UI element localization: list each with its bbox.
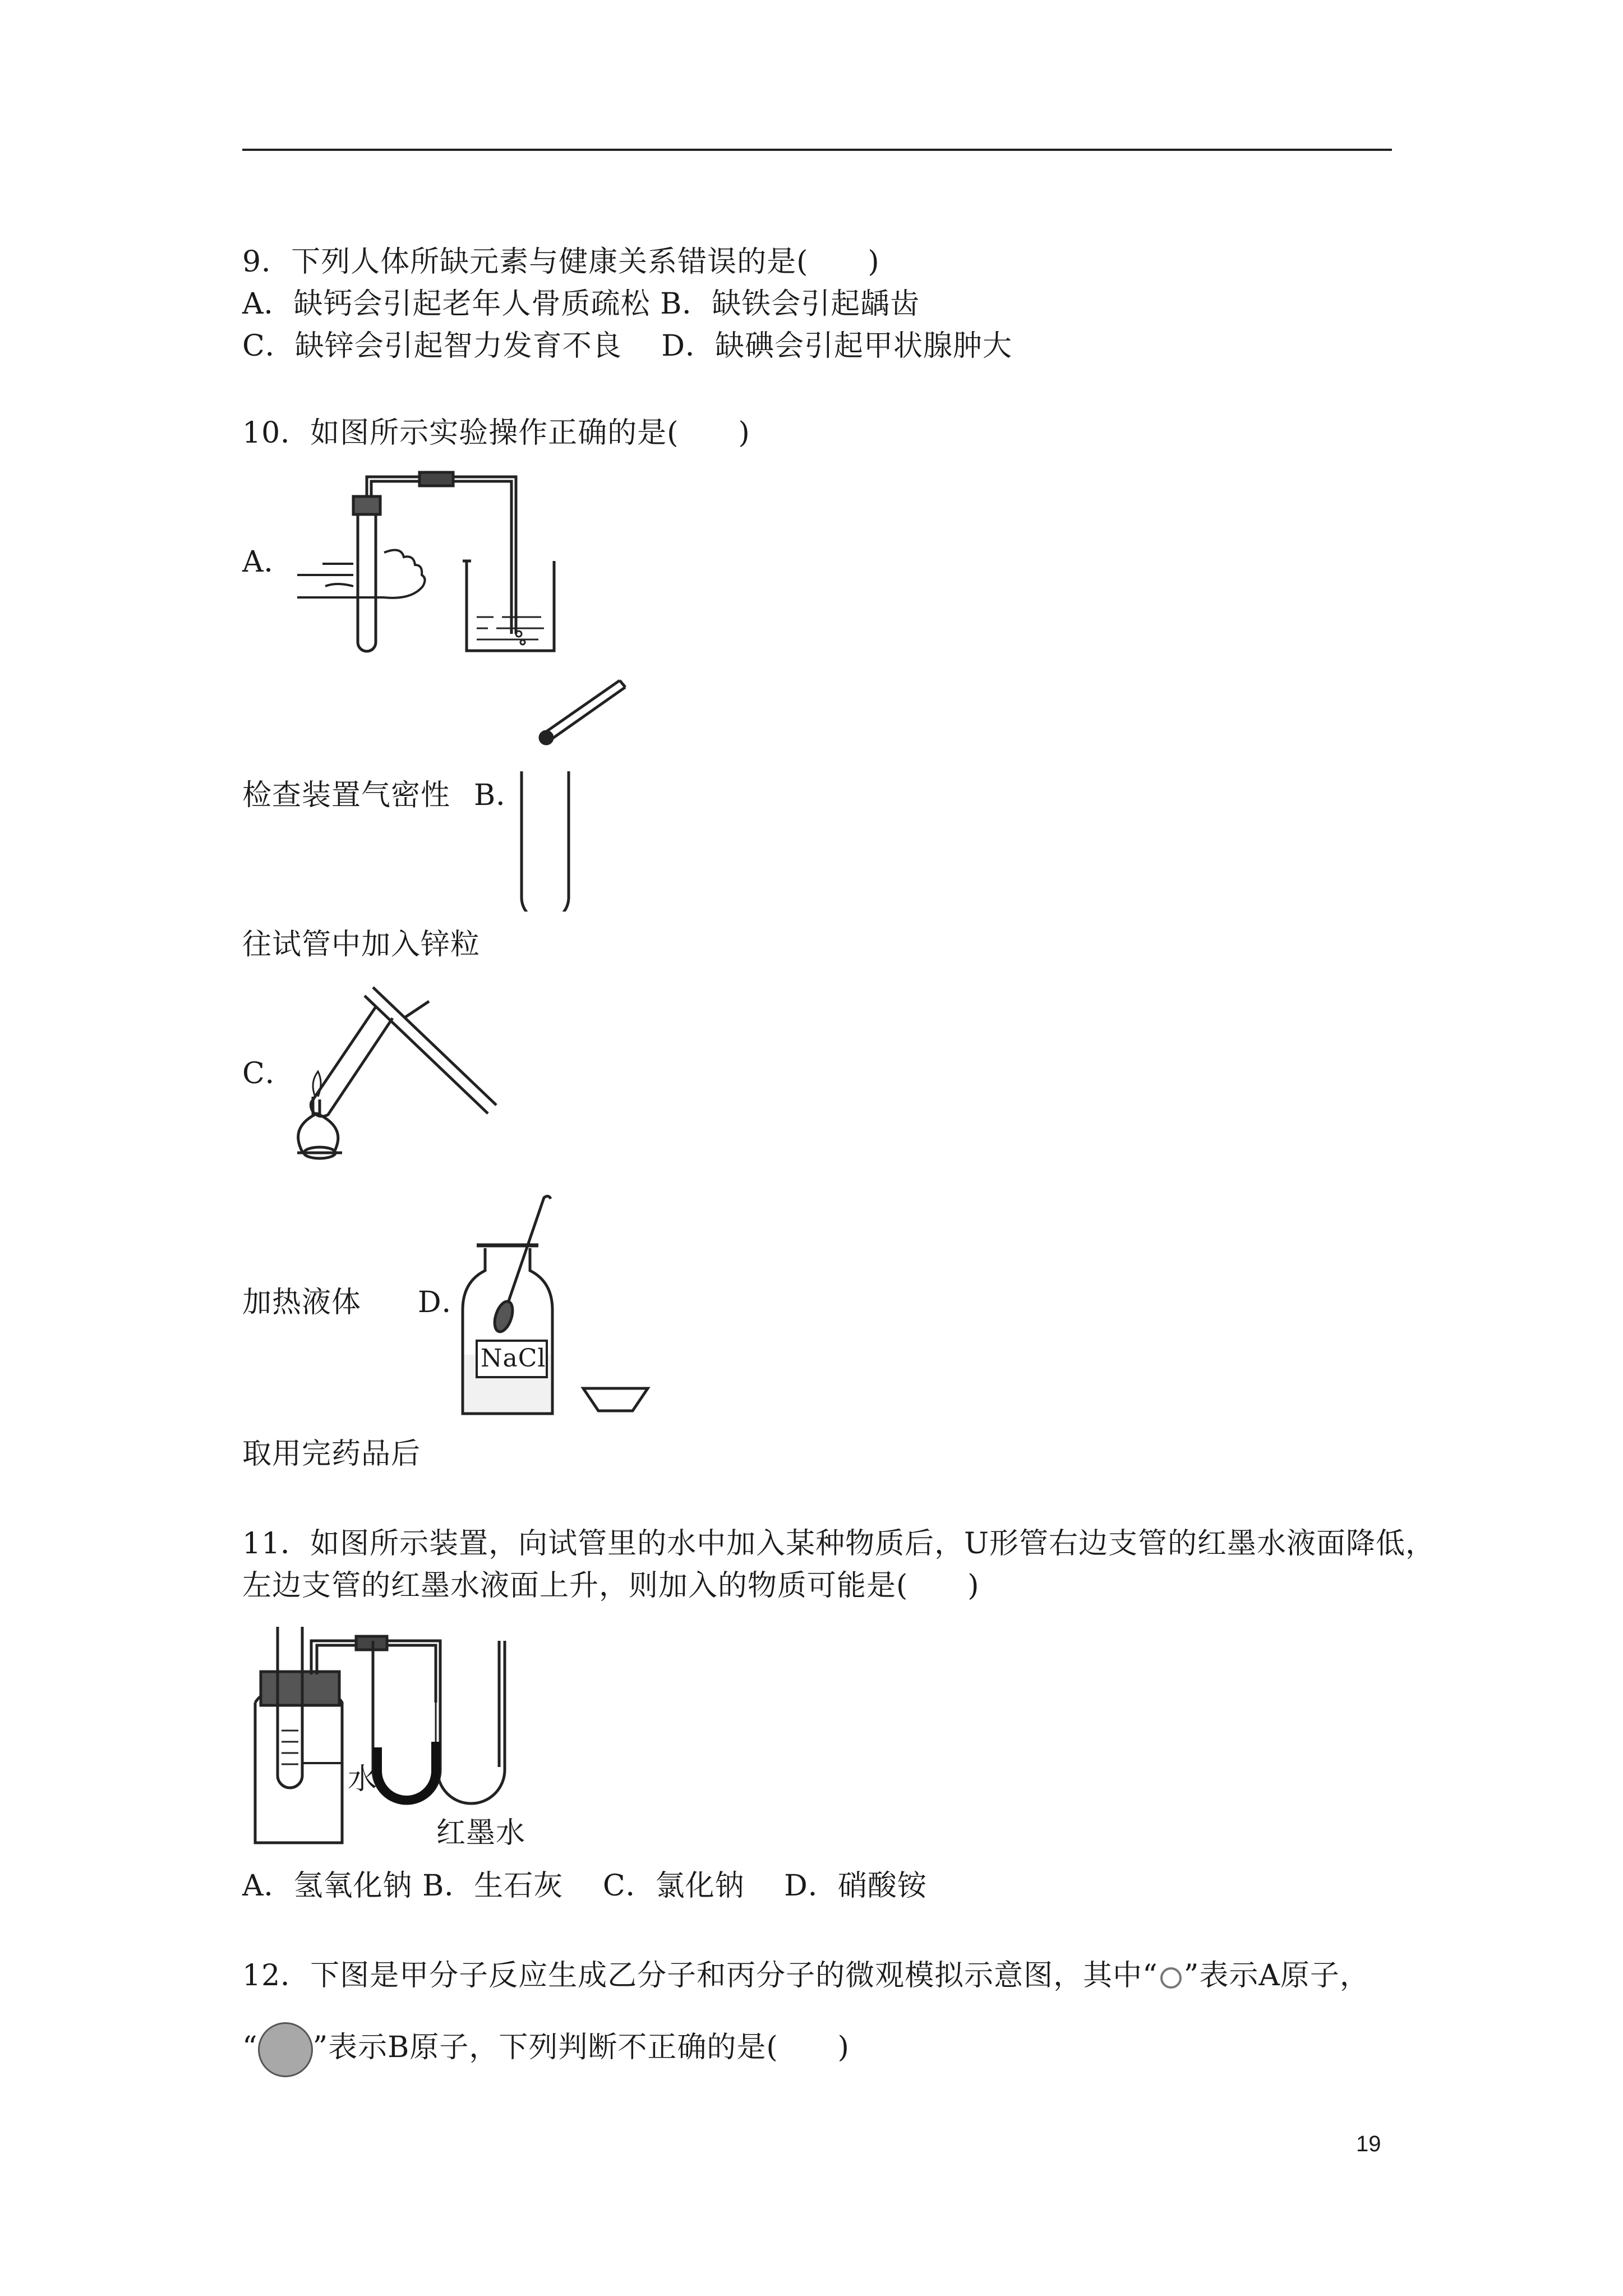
- q10-b-caption: 往试管中加入锌粒: [242, 928, 481, 961]
- red-ink-label: 红墨水: [436, 1816, 526, 1850]
- header-rule: [242, 149, 1392, 151]
- q9-stem: 9．下列人体所缺元素与健康关系错误的是( ): [242, 245, 880, 279]
- q10-d-label: D．: [418, 1286, 472, 1319]
- atom-a-icon: [1160, 1967, 1182, 1989]
- q12-stem-mid: ”表示A原子，: [1183, 1959, 1370, 1993]
- water-label: 水: [348, 1763, 378, 1796]
- q12-line2-rest: ”表示B原子，下列判断不正确的是( ): [312, 2031, 850, 2064]
- heating-liquid-figure: [280, 984, 499, 1175]
- q12-stem: [242, 1958, 1370, 1994]
- airtightness-check-figure: [292, 466, 566, 662]
- q12-line2: [242, 2019, 850, 2077]
- q9-options-ab: A．缺钙会引起老年人骨质疏松 B．缺铁会引起龋齿: [242, 287, 920, 321]
- atom-b-icon: [258, 2022, 313, 2077]
- reagent-bottle-figure: [454, 1192, 656, 1422]
- q11-stem-line2: 左边支管的红墨水液面上升，则加入的物质可能是( ): [242, 1569, 980, 1603]
- q10-a-caption: 检查装置气密性: [242, 779, 451, 812]
- q10-c-caption: 加热液体: [242, 1286, 362, 1319]
- q12-stem-pre: 12．下图是甲分子反应生成乙分子和丙分子的微观模拟示意图，其中“: [242, 1959, 1158, 1993]
- q9-options-cd: C．缺锌会引起智力发育不良 D．缺碘会引起甲状腺肿大: [242, 329, 1013, 363]
- zinc-into-test-tube-figure: [510, 676, 639, 912]
- q10-c-label: C．: [242, 1057, 295, 1091]
- q12-line2-open: “: [242, 2031, 258, 2064]
- q10-d-caption: 取用完药品后: [242, 1437, 421, 1471]
- q10-a-label: A．: [242, 545, 294, 579]
- q10-stem: 10．如图所示实验操作正确的是( ): [242, 416, 750, 450]
- nacl-label: NaCl: [481, 1344, 546, 1373]
- q11-stem-line1: 11．如图所示装置，向试管里的水中加入某种物质后，U形管右边支管的红墨水液面降低，: [242, 1527, 1435, 1561]
- q11-options: A．氢氧化钠 B．生石灰 C．氯化钠 D．硝酸铵: [242, 1869, 927, 1903]
- page-number: 19: [1356, 2132, 1381, 2156]
- q10-b-label: B．: [474, 779, 526, 812]
